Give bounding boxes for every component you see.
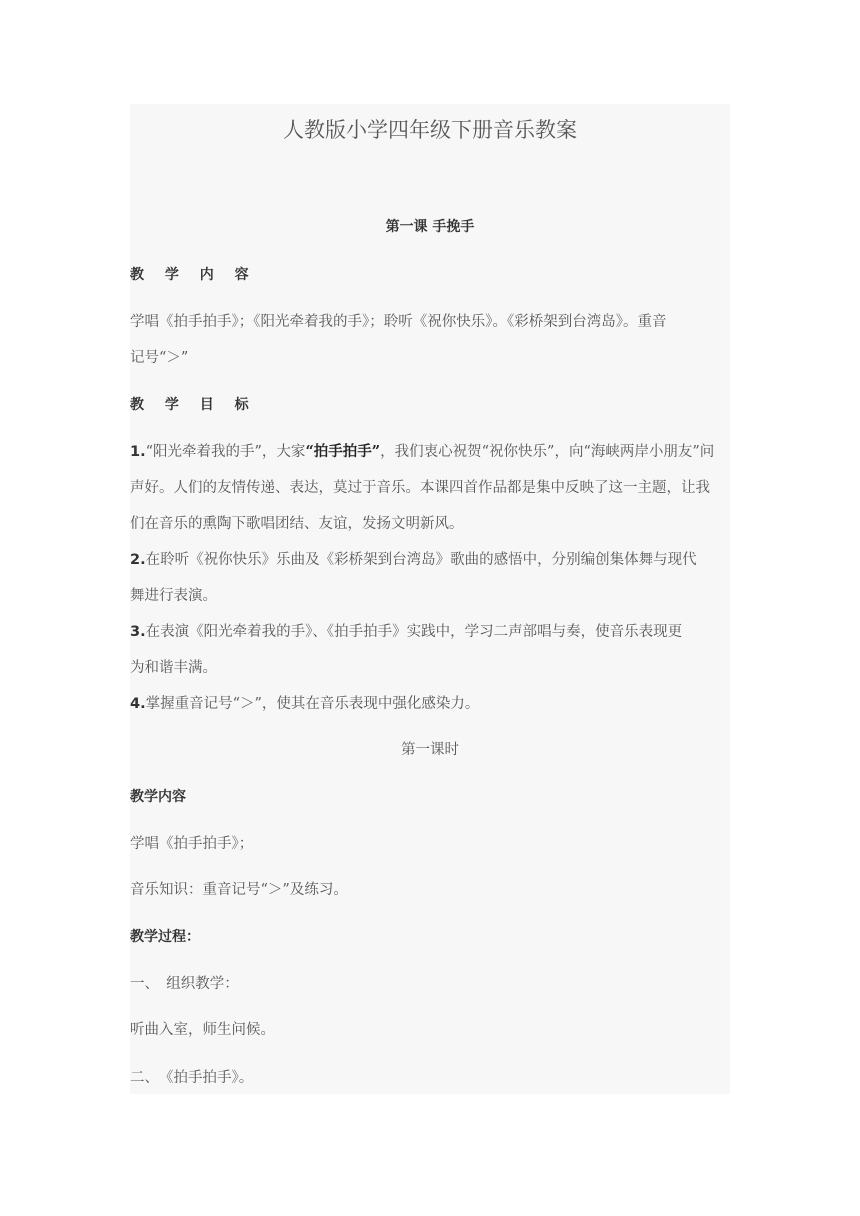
period-content-2: 音乐知识：重音记号“＞”及练习。 xyxy=(130,882,348,898)
goal-1-number: 1. xyxy=(130,444,146,460)
period-content-heading: 教学内容 xyxy=(130,789,186,805)
goal-1-text-a: “阳光牵着我的手”，大家 xyxy=(145,444,306,460)
goal-1-text-c: ，我们衷心祝贺“祝你快乐”，向“海峡两岸小朋友”问 xyxy=(380,444,715,460)
goal-3-text: 在表演《阳光牵着我的手》、《拍手拍手》实践中，学习二声部唱与奏，使音乐表现更 xyxy=(145,624,683,640)
goal-2-line-2: 舞进行表演。 xyxy=(130,588,217,604)
goal-2-line-1 xyxy=(130,548,730,569)
goal-1-line-1 xyxy=(130,440,730,461)
goal-1-text-b: “拍手拍手” xyxy=(305,443,381,460)
process-heading: 教学过程： xyxy=(130,929,200,945)
period-title: 第一课时 xyxy=(401,742,459,758)
content-heading: 教 学 内 容 xyxy=(130,267,257,283)
goal-3-number: 3. xyxy=(130,624,146,640)
goal-4-number: 4. xyxy=(130,696,146,712)
goal-3-line-2: 为和谐丰满。 xyxy=(130,660,217,676)
goal-4-line-1 xyxy=(130,692,730,713)
lesson-title: 第一课 手挽手 xyxy=(385,219,475,235)
step-1: 一、 组织教学： xyxy=(130,976,239,992)
content-line-2: 记号“＞” xyxy=(130,350,189,366)
goals-heading: 教 学 目 标 xyxy=(130,397,257,413)
document-title: 人教版小学四年级下册音乐教案 xyxy=(283,118,577,142)
goal-1-line-2: 声好。人们的友情传递、表达，莫过于音乐。本课四首作品都是集中反映了这一主题，让我 xyxy=(130,480,710,496)
goal-3-line-1 xyxy=(130,620,730,641)
document-page xyxy=(130,104,730,1094)
goal-1-line-3: 们在音乐的熏陶下歌唱团结、友谊，发扬文明新风。 xyxy=(130,516,464,532)
goal-2-number: 2. xyxy=(130,552,146,568)
step-2: 二、 《拍手拍手》。 xyxy=(130,1070,254,1086)
step-1-text: 听曲入室，师生问候。 xyxy=(130,1022,275,1038)
period-content-1: 学唱《拍手拍手》； xyxy=(130,836,254,852)
content-line-1: 学唱《拍手拍手》；《阳光牵着我的手》；聆听《祝你快乐》。《彩桥架到台湾岛》。重音 xyxy=(130,314,667,330)
goal-4-text: 掌握重音记号“＞”，使其在音乐表现中强化感染力。 xyxy=(145,696,480,712)
goal-2-text: 在聆听《祝你快乐》乐曲及《彩桥架到台湾岛》歌曲的感悟中，分别编创集体舞与现代 xyxy=(145,552,697,568)
